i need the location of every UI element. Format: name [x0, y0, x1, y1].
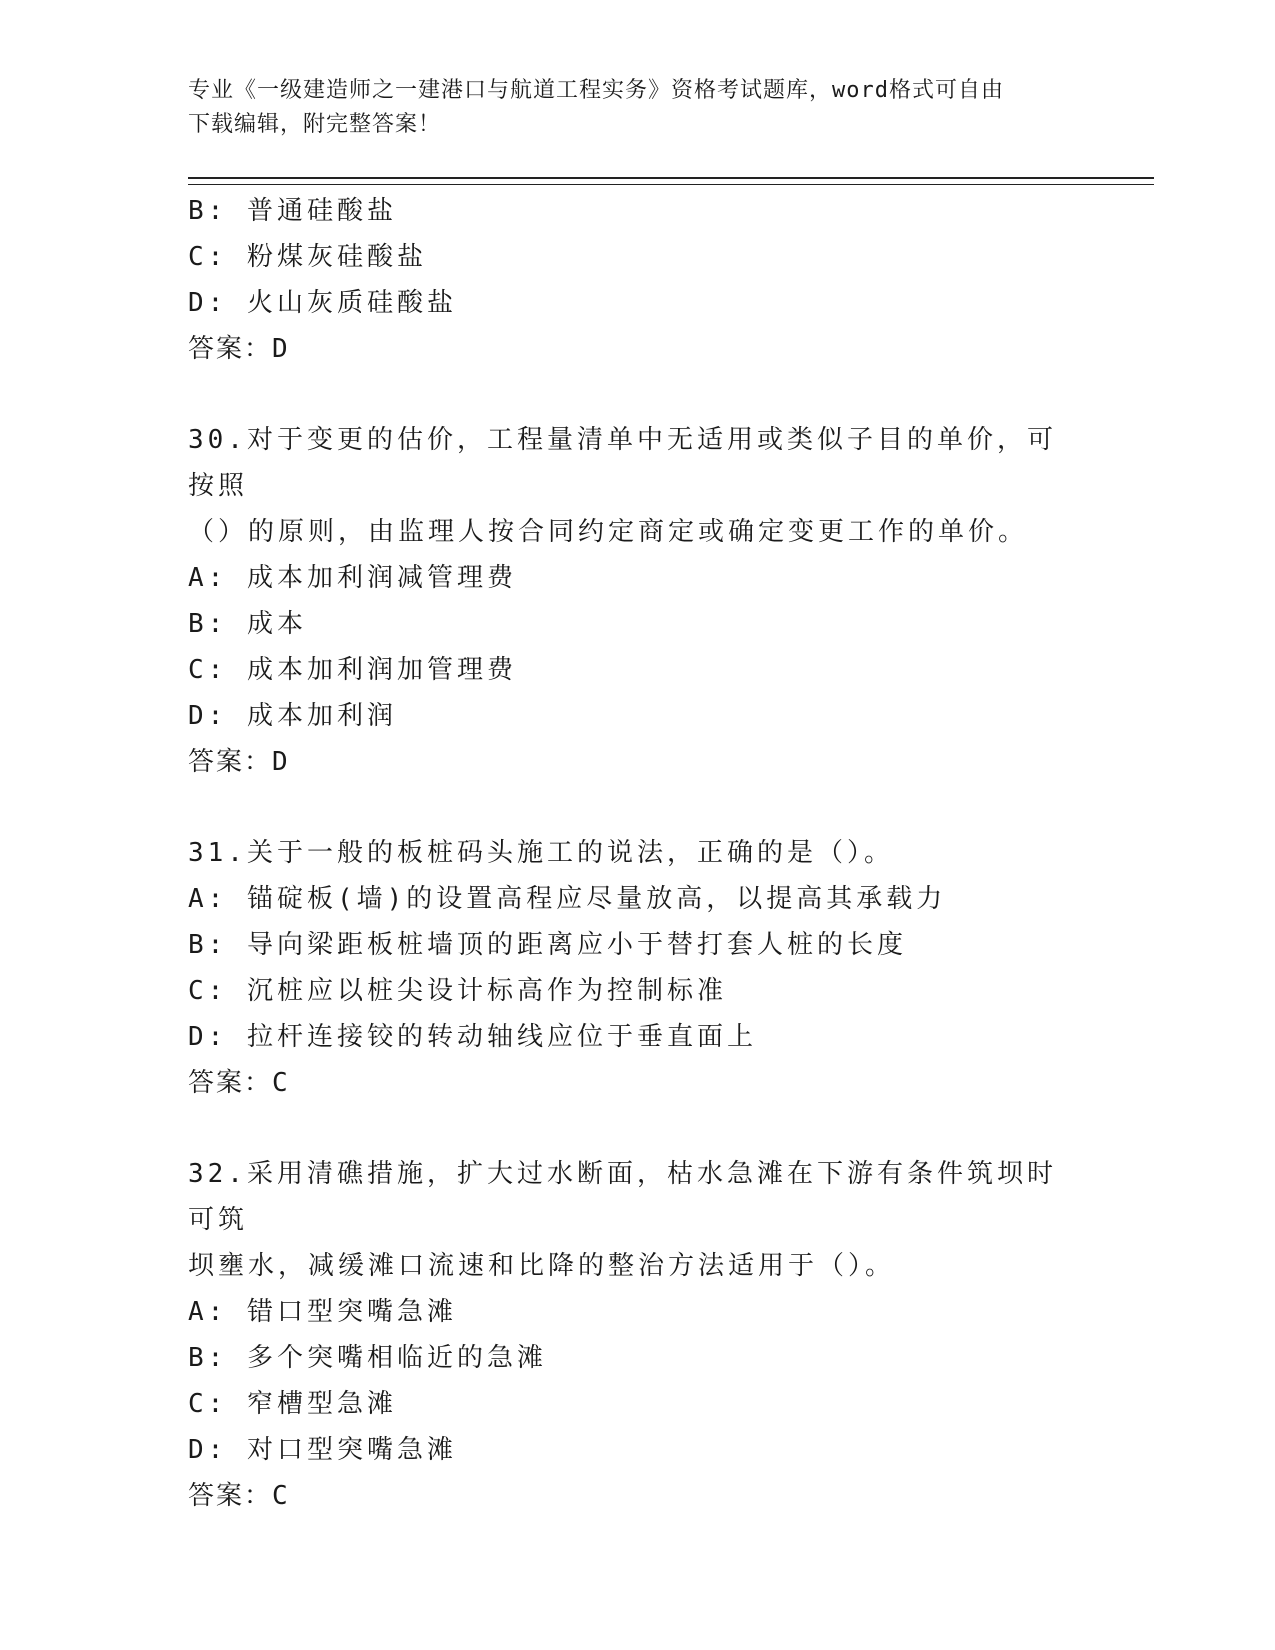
question-30 [188, 417, 1068, 785]
question-31 [188, 830, 1068, 1106]
option-c: C: 窄槽型急滩 [188, 1389, 397, 1419]
question-list [188, 188, 1068, 1519]
question-stem-line-1: 32.采用清礁措施，扩大过水断面，枯水急滩在下游有条件筑坝时可筑 [188, 1159, 1057, 1235]
spacer [188, 372, 1068, 417]
option-d: D: 火山灰质硅酸盐 [188, 288, 457, 318]
page-header [188, 74, 1068, 142]
option-c: C: 粉煤灰硅酸盐 [188, 242, 427, 272]
question-stem-line-2: 坝壅水，减缓滩口流速和比降的整治方法适用于（）。 [188, 1251, 896, 1281]
question-stem-line-1: 31.关于一般的板桩码头施工的说法，正确的是（）。 [188, 838, 894, 868]
option-c: C: 成本加利润加管理费 [188, 655, 517, 685]
spacer [188, 1106, 1068, 1151]
question-stem-line-2: （）的原则，由监理人按合同约定商定或确定变更工作的单价。 [188, 517, 1029, 547]
answer: 答案：C [188, 1481, 290, 1511]
header-divider [188, 177, 1154, 185]
option-b: B: 导向梁距板桩墙顶的距离应小于替打套人桩的长度 [188, 930, 907, 960]
answer: 答案：C [188, 1068, 290, 1098]
option-a: A: 成本加利润减管理费 [188, 563, 517, 593]
header-text-line-1: 专业《一级建造师之一建港口与航道工程实务》资格考试题库，word格式可自由 [188, 78, 1004, 103]
option-a: A: 锚碇板(墙)的设置高程应尽量放高，以提高其承载力 [188, 884, 947, 914]
option-b: B: 普通硅酸盐 [188, 196, 397, 226]
question-32 [188, 1151, 1068, 1519]
option-b: B: 多个突嘴相临近的急滩 [188, 1343, 547, 1373]
option-d: D: 对口型突嘴急滩 [188, 1435, 457, 1465]
option-b: B: 成本 [188, 609, 307, 639]
answer: 答案：D [188, 334, 290, 364]
answer: 答案：D [188, 747, 290, 777]
option-d: D: 成本加利润 [188, 701, 397, 731]
question-stem-line-1: 30.对于变更的估价，工程量清单中无适用或类似子目的单价，可按照 [188, 425, 1057, 501]
header-text-line-2: 下载编辑，附完整答案！ [188, 112, 442, 137]
spacer [188, 785, 1068, 830]
option-a: A: 错口型突嘴急滩 [188, 1297, 457, 1327]
question-29 [188, 188, 1068, 372]
option-c: C: 沉桩应以桩尖设计标高作为控制标准 [188, 976, 727, 1006]
option-d: D: 拉杆连接铰的转动轴线应位于垂直面上 [188, 1022, 757, 1052]
